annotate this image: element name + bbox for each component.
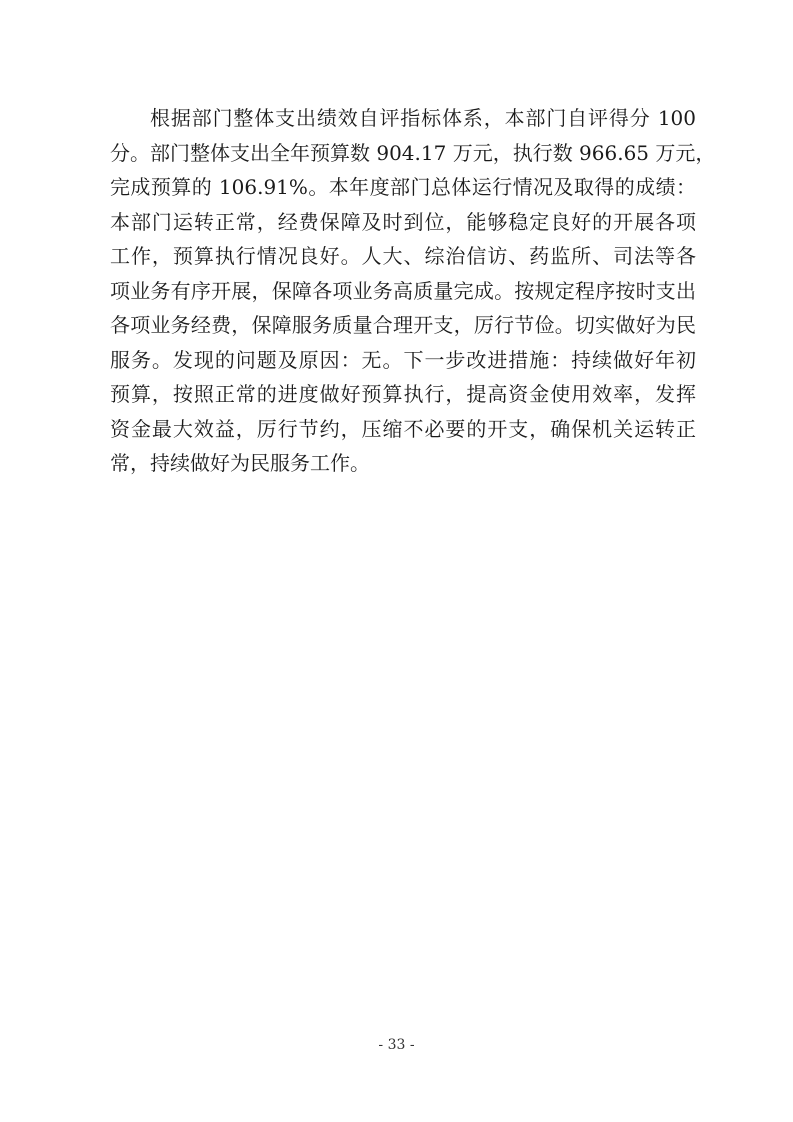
- paragraph-line: 分。部门整体支出全年预算数 904.17 万元，执行数 966.65 万元，: [110, 140, 716, 165]
- paragraph-line: 项业务有序开展，保障各项业务高质量完成。按规定程序按时支出: [110, 278, 696, 303]
- paragraph-line: 资金最大效益，厉行节约，压缩不必要的开支，确保机关运转正: [110, 416, 696, 441]
- paragraph-line: 常，持续做好为民服务工作。: [110, 451, 370, 475]
- paragraph-line: 服务。发现的问题及原因：无。下一步改进措施：持续做好年初: [110, 347, 696, 372]
- paragraph-line: 各项业务经费，保障服务质量合理开支，厉行节俭。切实做好为民: [110, 313, 696, 337]
- body-paragraph: [110, 101, 716, 481]
- paragraph-line: 工作，预算执行情况良好。人大、综治信访、药监所、司法等各: [110, 244, 696, 268]
- paragraph-line: 本部门运转正常，经费保障及时到位，能够稳定良好的开展各项: [110, 209, 696, 234]
- paragraph-line: 完成预算的 106.91%。本年度部门总体运行情况及取得的成绩：: [110, 175, 696, 199]
- page-number: - 33 -: [378, 1037, 415, 1053]
- paragraph-line: 预算，按照正常的进度做好预算执行，提高资金使用效率，发挥: [110, 382, 696, 406]
- paragraph-line: 根据部门整体支出绩效自评指标体系，本部门自评得分 100: [150, 106, 696, 130]
